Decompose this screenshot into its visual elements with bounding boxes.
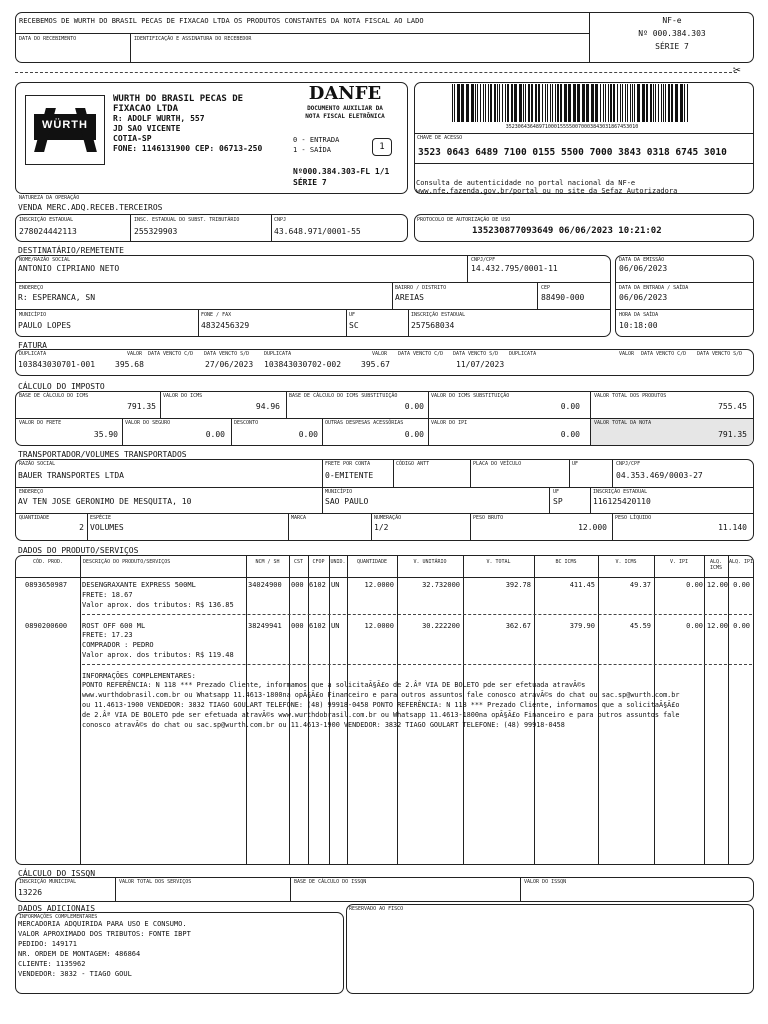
row2-alq-ipi: 0.00 [733,622,750,630]
barcode-bar [573,84,576,122]
barcode-bar [488,84,489,122]
carrier-qty-label: QUANTIDADE [19,515,50,521]
row1-desc: DESENGRAXANTE EXPRESS 500ML [82,581,196,589]
barcode-bar [663,84,664,122]
recipient-district: AREIAS [395,293,424,302]
tax-base-st-label: BASE DE CÁLCULO DO ICMS SUBSTITUIÇÃO [289,393,398,399]
col-header: V. IPI [669,559,689,565]
carrier-especie: VOLUMES [90,523,124,532]
product-info-line-1: PONTO REFERÊNCIA: N 118 *** Prezado Cliente, informamos que a solicitaÃ§Ã£o de 2.Âª VIA DE BOLETO pde ser efetuada atravÃ©s [82,681,586,689]
recipient-ie-label: INSCRIÇÃO ESTADUAL [411,312,466,318]
issqn-im-label: INSCRIÇÃO MUNICIPAL [19,879,77,885]
carrier-qty: 2 [79,523,84,532]
carrier-bruto-label: PESO BRUTO [473,515,504,521]
row2-trib: Valor aprox. dos tributos: R$ 119.48 [82,651,234,659]
carrier-address: AV TEN JOSE GERONIMO DE MESQUITA, 10 [18,497,192,506]
barcode-bar [632,84,633,122]
scissors-icon: ✂ [733,63,741,78]
barcode-bar [490,84,492,122]
fatura-h-cd-1: DATA VENCTO C/D [148,351,194,357]
carrier-frete: 0-EMITENTE [325,471,374,480]
tax-icms-st-label: VALOR DO ICMS SUBSTITUIÇÃO [431,393,510,399]
carrier-ie-label: INSCRIÇÃO ESTADUAL [593,489,648,495]
carrier-cnpj-label: CNPJ/CPF [616,461,641,467]
column-divider [308,555,309,865]
product-info-line-5: conosco atravÃ©s do chat ou sac.sp@wurth.com.br ou 11.4613-1900 VENDEDOR: 3832 TIAGO GOULART TELEFONE: (48) 99918-0458 [82,721,565,729]
row2-unit: 30.222200 [422,622,460,630]
issqn-section: CÁLCULO DO ISSQN [18,869,96,878]
cut-line [15,72,737,73]
issuer-city: COTIA-SP [113,134,152,143]
tax-icms-label: VALOR DO ICMS [163,393,203,399]
barcode-bar [466,84,469,122]
barcode-bar [475,84,476,122]
receipt-text: RECEBEMOS DE WURTH DO BRASIL PECAS DE FIXACAO LTDA OS PRODUTOS CONSTANTES DA NOTA FISCAL AO LADO [19,17,424,25]
tax-ipi: 0.00 [560,430,580,439]
entry-date: 06/06/2023 [619,293,668,302]
row2-ipi: 0.00 [686,622,703,630]
row2-code: 0890200600 [25,622,68,630]
barcode-bar [608,84,609,122]
fatura-h-sd-1: DATA VENCTO S/D [204,351,250,357]
fatura-dup-1: 103843030701-001 [18,360,96,369]
issqn-im: 13226 [18,888,43,897]
column-divider [598,555,599,865]
product-info-title: INFORMAÇÕES COMPLEMENTARES: [82,672,196,680]
issuer-phone: FONE: 1146131900 CEP: 06713-250 [113,144,263,153]
fatura-val-1: 395.68 [115,360,144,369]
recipient-phone-label: FONE / FAX [201,312,232,318]
column-divider [728,555,729,865]
column-divider [329,555,330,865]
barcode-bar [557,84,559,122]
barcode-bar [454,84,455,122]
carrier-cnpj: 04.353.469/0003-27 [616,471,703,480]
row1-trib: Valor aprox. dos tributos: R$ 136.85 [82,601,234,609]
tax-frete-label: VALOR DO FRETE [19,420,62,426]
col-header: ALQ. IPI [728,559,754,565]
tax-base-st: 0.00 [404,402,424,411]
fatura-h-cd-3: DATA VENCTO C/D [641,351,687,357]
issuer-cnpj-label: CNPJ [274,217,287,223]
barcode-bar [600,84,601,122]
barcode-bar [655,84,656,122]
tax-total-nota-label: VALOR TOTAL DA NOTA [594,420,652,426]
recipient-district-label: BAIRRO / DISTRITO [395,285,447,291]
row2-frete: FRETE: 17.23 [82,631,133,639]
row1-qty: 12.0000 [364,581,394,589]
barcode-bar [494,84,496,122]
barcode-bar [461,84,464,122]
recipient-name: ANTONIO CIPRIANO NETO [18,264,120,273]
tax-outras-label: OUTRAS DESPESAS ACESSÓRIAS [325,420,404,426]
fisco-box [346,904,754,994]
product-info-line-4: de 2.Âª VIA DE BOLETO pde ser efetuada atravÃ©s www.wurthdobrasil.com.br ou Whatsapp 11.4613-1800na opÃ§Ã£o Financeiro e para outros assuntos fale [82,711,680,719]
fatura-h-dup-2: DUPLICATA [264,351,292,357]
barcode-bar [661,84,662,122]
recipient-city: PAULO LOPES [18,321,71,330]
carrier-liquido-label: PESO LÍQUIDO [615,515,652,521]
fatura-h-dup-1: DUPLICATA [19,351,47,357]
fatura-h-val-2: VALOR [372,351,388,357]
stub-nfe-series: SÉRIE 7 [655,42,689,51]
barcode-bar [603,84,604,122]
access-key: 3523 0643 6489 7100 0155 5500 7000 3843 0318 6745 3010 [418,147,727,158]
col-header: CÓD. PROD. [32,559,64,565]
carrier-antt-label: CÓDIGO ANTT [396,461,430,467]
col-header: NCM / SH [255,559,280,565]
row1-ipi: 0.00 [686,581,703,589]
barcode-bar [617,84,618,122]
fatura-h-sd-3: DATA VENCTO S/D [697,351,743,357]
issqn-base-label: BASE DE CÁLCULO DO ISSQN [294,879,367,885]
row1-unit: 32.732000 [422,581,460,589]
col-header: DESCRIÇÃO DO PRODUTO/SERVIÇOS [83,559,171,565]
danfe-number: Nº000.384.303-FL 1/1 [293,167,390,176]
fatura-h-cd-2: DATA VENCTO C/D [398,351,444,357]
receipt-date-label: DATA DO RECEBIMENTO [19,36,77,42]
column-divider [246,555,247,865]
transport-section: TRANSPORTADOR/VOLUMES TRANSPORTADOS [18,450,187,459]
tax-base-icms: 791.35 [127,402,156,411]
additional-line-4: NR. ORDEM DE MONTAGEM: 486864 [18,950,141,958]
danfe-type-box: 1 [372,138,392,156]
recipient-section: DESTINATÁRIO/REMETENTE [18,246,124,255]
barcode-bar [595,84,598,122]
barcode-bar [502,84,503,122]
col-header: UNID. [330,559,346,565]
danfe-entrada: 0 - ENTRADA [293,136,340,144]
row1-alq-ipi: 0.00 [733,581,750,589]
barcode-bar [471,84,474,122]
exit-time: 10:18:00 [619,321,658,330]
carrier-numeracao-label: NUMERAÇÃO [374,515,402,521]
row2-desc: ROST OFF 600 ML [82,622,146,630]
col-header: ALQ. ICMS [709,559,723,571]
barcode-bar [564,84,567,122]
carrier-address-label: ENDEREÇO [19,489,44,495]
product-info-line-3: ou 11.4613-1900 VENDEDOR: 3832 TIAGO GOULART TELEFONE: (48) 99918-0458 PONTO REFERÊNCIA: N 118 *** Prezado Cliente, informamos que a solicitaÃ§Ã£o [82,701,680,709]
issuer-name-1: WURTH DO BRASIL PECAS DE [113,94,244,104]
column-divider [347,555,348,865]
barcode-bar [665,84,666,122]
column-divider [534,555,535,865]
barcode-bar [642,84,645,122]
recipient-name-label: NOME/RAZÃO SOCIAL [19,257,71,263]
fatura-h-val-3: VALOR [619,351,635,357]
tax-seguro: 0.00 [205,430,225,439]
carrier-uf2: SP [553,497,563,506]
column-divider [289,555,290,865]
additional-line-2: VALOR APROXIMADO DOS TRIBUTOS: FONTE IBPT [18,930,191,938]
barcode-bar [625,84,626,122]
carrier-especie-label: ESPÉCIE [90,515,112,521]
consult-line-1: Consulta de autenticidade no portal nacional da NF-e [416,179,636,187]
issqn-total-label: VALOR TOTAL DOS SERVIÇOS [119,879,192,885]
tax-icms-st: 0.00 [560,402,580,411]
carrier-name-label: RAZÃO SOCIAL [19,461,56,467]
recipient-phone: 4832456329 [201,321,250,330]
protocol-value: 135230877093649 06/06/2023 10:21:02 [472,226,662,236]
issuer-address: R: ADOLF WURTH, 557 [113,114,205,123]
carrier-ie: 116125420110 [593,497,651,506]
barcode-bar [545,84,546,122]
wurth-logo [25,95,105,165]
access-key-label: CHAVE DE ACESSO [417,135,463,141]
barcode [452,84,692,124]
row1-frete: FRETE: 18.67 [82,591,133,599]
barcode-bar [555,84,556,122]
products-section: DADOS DO PRODUTO/SERVIÇOS [18,546,139,555]
col-header: CST [293,559,304,565]
col-header: V. TOTAL [486,559,511,565]
tax-total-prod-label: VALOR TOTAL DOS PRODUTOS [594,393,667,399]
recipient-cep: 88490-000 [541,293,585,302]
row2-qty: 12.0000 [364,622,394,630]
column-divider [397,555,398,865]
tax-base-icms-label: BASE DE CÁLCULO DO ICMS [19,393,89,399]
barcode-bar [550,84,551,122]
barcode-bar [523,84,524,122]
barcode-bar [634,84,635,122]
barcode-bar [499,84,500,122]
row1-unid: UN [331,581,340,589]
additional-line-3: PEDIDO: 149171 [18,940,78,948]
recipient-ie: 257568034 [411,321,455,330]
row2-extra: COMPRADOR : PEDRO [82,641,154,649]
emission-date: 06/06/2023 [619,264,668,273]
carrier-city-label: MUNICÍPIO [325,489,353,495]
carrier-city: SAO PAULO [325,497,369,506]
additional-line-5: CLIENTE: 1135962 [18,960,86,968]
row1-cst: 000 [291,581,304,589]
row2-unid: UN [331,622,340,630]
additional-info-label: INFORMAÇÕES COMPLEMENTARES [19,914,98,920]
column-divider [80,555,81,865]
barcode-bar [668,84,670,122]
issuer-ie-st: 255329903 [134,227,178,236]
barcode-bar [646,84,648,122]
recipient-cep-label: CEP [541,285,551,291]
tax-desconto-label: DESCONTO [234,420,259,426]
stub-nfe-label: NF-e [662,16,682,25]
barcode-bar [577,84,580,122]
row2-cst: 000 [291,622,304,630]
carrier-uf-label: UF [572,461,579,467]
column-divider [704,555,705,865]
row1-total: 392.78 [505,581,531,589]
fatura-dup-2: 103843030702-002 [264,360,342,369]
barcode-bar [582,84,585,122]
recipient-cnpj: 14.432.795/0001-11 [471,264,558,273]
carrier-uf2-label: UF [553,489,560,495]
exit-time-label: HORA DA SAÍDA [619,312,659,318]
barcode-bar [497,84,498,122]
issuer-name-2: FIXACAO LTDA [113,104,179,114]
barcode-bar [547,84,548,122]
tax-outras: 0.00 [404,430,424,439]
barcode-bar [680,84,683,122]
issqn-value-label: VALOR DO ISSQN [524,879,567,885]
barcode-bar [675,84,678,122]
row2-alq-icms: 12.00 [706,622,728,630]
danfe-saida: 1 - SAÍDA [293,146,331,154]
barcode-bar [586,84,589,122]
carrier-name: BAUER TRANSPORTES LTDA [18,471,124,480]
col-header: V. ICMS [615,559,637,565]
barcode-bar [620,84,621,122]
carrier-plate-label: PLACA DO VEÍCULO [473,461,522,467]
barcode-bar [507,84,509,122]
barcode-bar [511,84,513,122]
row1-alq-icms: 12.00 [706,581,728,589]
row2-icms: 45.59 [629,622,651,630]
fisco-label: RESERVADO AO FISCO [349,906,404,912]
logo-text: WÜRTH [42,119,88,131]
issuer-cnpj: 43.648.971/0001-55 [274,227,361,236]
barcode-bar [591,84,594,122]
column-divider [463,555,464,865]
barcode-bar [568,84,571,122]
barcode-bar [535,84,537,122]
recipient-uf-label: UF [349,312,356,318]
row2-cfop: 6102 [309,622,326,630]
row1-code: 0893650987 [25,581,68,589]
stub-nfe-number: Nº 000.384.303 [638,29,706,38]
tax-total-nota: 791.35 [718,430,747,439]
fatura-date-2: 11/07/2023 [456,360,505,369]
barcode-bar [485,84,486,122]
barcode-bar [514,84,517,122]
barcode-bar [610,84,612,122]
tax-icms: 94.96 [255,402,280,411]
col-header: V. UNITÁRIO [413,559,447,565]
row1-cfop: 6102 [309,581,326,589]
tax-total-prod: 755.45 [718,402,747,411]
barcode-bar [531,84,533,122]
carrier-numeracao: 1/2 [374,523,389,532]
fatura-date-1: 27/06/2023 [205,360,254,369]
danfe-series: SÉRIE 7 [293,178,327,187]
fatura-h-sd-2: DATA VENCTO S/D [453,351,499,357]
barcode-bar [622,84,623,122]
barcode-bar [630,84,631,122]
barcode-bar [560,84,562,122]
barcode-bar [538,84,540,122]
carrier-frete-label: FRETE POR CONTA [325,461,371,467]
additional-section: DADOS ADICIONAIS [18,904,96,913]
entry-date-label: DATA DA ENTRADA / SAÍDA [619,285,689,291]
barcode-bar [525,84,526,122]
col-header: QUANTIDADE [356,559,388,565]
barcode-bar [687,84,688,122]
barcode-bar [613,84,615,122]
tax-desconto: 0.00 [298,430,318,439]
barcode-bar [605,84,606,122]
carrier-marca-label: MARCA [291,515,307,521]
danfe-subtitle-2: NOTA FISCAL ELETRÔNICA [305,113,385,120]
barcode-bar [505,84,506,122]
row2-total: 362.67 [505,622,531,630]
barcode-bar [452,84,453,122]
barcode-bar [528,84,530,122]
fatura-h-dup-3: DUPLICATA [509,351,537,357]
col-header: BC ICMS [555,559,577,565]
row1-ncm: 34024900 [248,581,282,589]
tax-seguro-label: VALOR DO SEGURO [125,420,171,426]
tax-frete: 35.90 [93,430,118,439]
barcode-bar [519,84,522,122]
fatura-section: FATURA [18,341,47,350]
danfe-title: DANFE [308,83,382,104]
tax-section: CÁLCULO DO IMPOSTO [18,382,105,391]
row1-bc: 411.45 [569,581,595,589]
barcode-bar [477,84,478,122]
barcode-bar [671,84,673,122]
tax-ipi-label: VALOR DO IPI [431,420,468,426]
recipient-uf: SC [349,321,359,330]
row1-icms: 49.37 [629,581,651,589]
barcode-bar [552,84,553,122]
barcode-bar [684,84,685,122]
barcode-bar [658,84,659,122]
issuer-district: JD SAO VICENTE [113,124,181,133]
emission-date-label: DATA DA EMISSÃO [619,257,665,263]
barcode-number: 35230643648971000155550070003843031867453010 [505,124,639,130]
recipient-city-label: MUNICÍPIO [19,312,47,318]
barcode-bar [637,84,640,122]
recipient-address-label: ENDEREÇO [19,285,44,291]
row2-ncm: 38249941 [248,622,282,630]
additional-line-6: VENDEDOR: 3832 - TIAGO GOUL [18,970,132,978]
recipient-address: R: ESPERANCA, SN [18,293,96,302]
receipt-signature-label: IDENTIFICAÇÃO E ASSINATURA DO RECEBEDOR [134,36,252,42]
barcode-bar [483,84,484,122]
additional-line-1: MERCADORIA ADQUIRIDA PARA USO E CONSUMO. [18,920,187,928]
barcode-bar [627,84,628,122]
issuer-ie-st-label: INSC. ESTADUAL DO SUBST. TRIBUTÁRIO [134,217,240,223]
column-divider [654,555,655,865]
fatura-val-2: 395.67 [361,360,390,369]
barcode-bar [653,84,654,122]
row2-bc: 379.90 [569,622,595,630]
carrier-bruto: 12.000 [578,523,607,532]
protocol-label: PROTOCOLO DE AUTORIZAÇÃO DE USO [417,217,511,223]
barcode-bar [480,84,481,122]
carrier-liquido: 11.140 [718,523,747,532]
danfe-subtitle-1: DOCUMENTO AUXILIAR DA [307,105,383,112]
issuer-ie-label: INSCRIÇÃO ESTADUAL [19,217,74,223]
product-info-line-2: www.wurthdobrasil.com.br ou Whatsapp 11.4613-1800na opÃ§Ã£o Financeiro e para outros assuntos fale conosco atravÃ©s do chat ou sac.sp@wurth.com.br [82,691,680,699]
barcode-bar [457,84,460,122]
recipient-cnpj-label: CNPJ/CPF [471,257,496,263]
barcode-bar [542,84,543,122]
nature-value: VENDA MERC.ADQ.RECEB.TERCEIROS [18,203,163,212]
nature-label: NATUREZA DA OPERAÇÃO [19,195,80,201]
consult-line-2: www.nfe.fazenda.gov.br/portal ou no site da Sefaz Autorizadora [416,187,678,195]
col-header: CFOP [312,559,325,565]
barcode-bar [650,84,652,122]
issuer-ie: 278024442113 [19,227,77,236]
fatura-h-val-1: VALOR [127,351,143,357]
